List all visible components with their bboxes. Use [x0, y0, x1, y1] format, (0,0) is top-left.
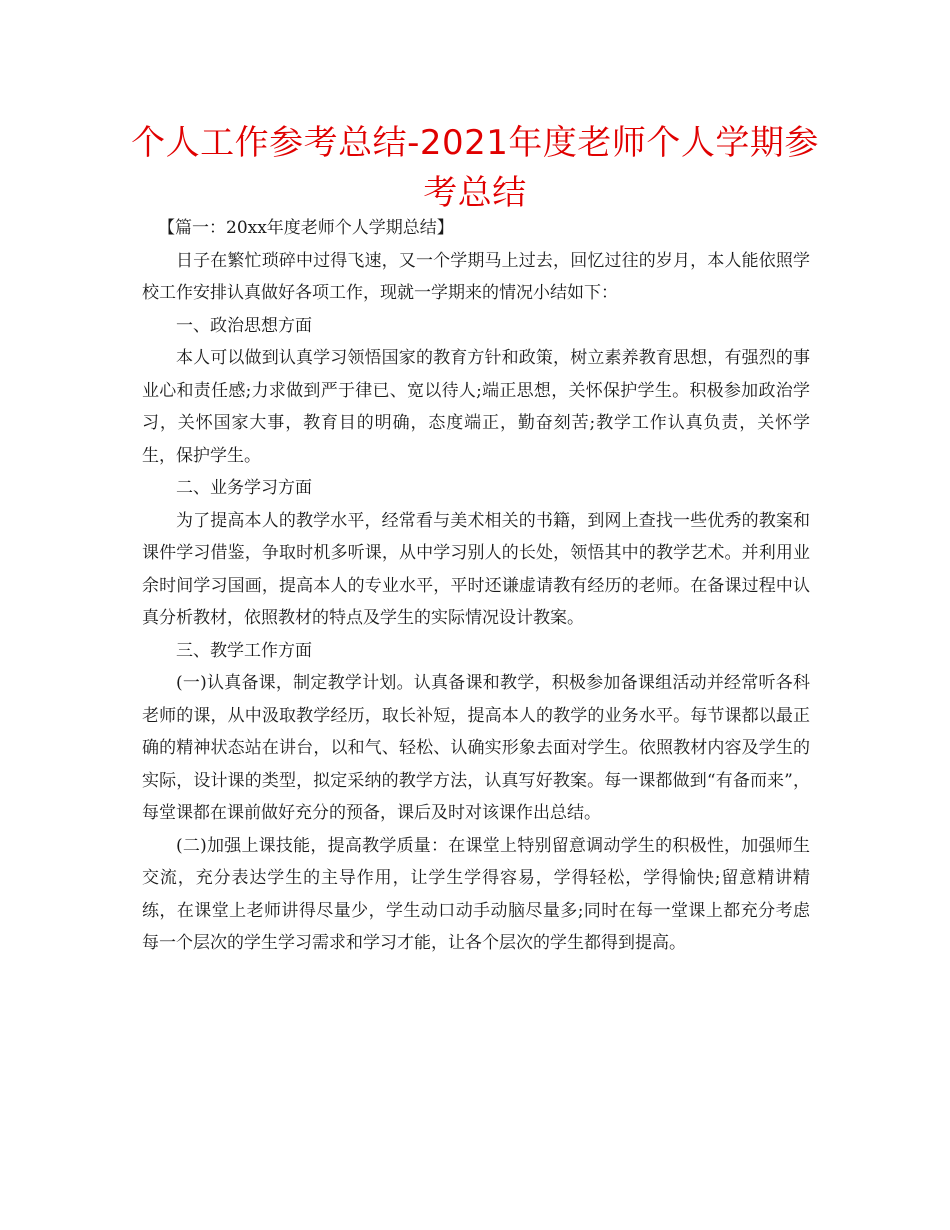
- section-heading-teaching: 三、教学工作方面: [176, 640, 312, 661]
- document-body: [142, 212, 810, 960]
- section-heading-study: 二、业务学习方面: [176, 478, 312, 498]
- section-heading-politics: 一、政治思想方面: [176, 315, 312, 336]
- document-title: 个人工作参考总结-2021年度老师个人学期参考总结: [131, 123, 819, 213]
- section-paragraph-study: 为了提高本人的教学水平，经常看与美术相关的书籍，到网上查找一些优秀的教案和课件学习借鉴，争取时机多听课，从中学习别人的长处，领悟其中的教学艺术。并利用业余时间学习国画，提高本人的专业水平，平时还谦虚请教有经历的老师。在备课过程中认真分析教材，依照教材的特点及学生的实际情况设计教案。: [142, 510, 810, 628]
- section-paragraph-politics: 本人可以做到认真学习领悟国家的教育方针和政策，树立素养教育思想，有强烈的事业心和责任感;力求做到严于律已、宽以待人;端正思想，关怀保护学生。积极参加政治学习，关怀国家大事，教育目的明确，态度端正，勤奋刻苦;教学工作认真负责，关怀学生，保护学生。: [142, 348, 810, 466]
- intro-paragraph: 日子在繁忙琐碎中过得飞速，又一个学期马上过去，回忆过往的岁月，本人能依照学校工作安排认真做好各项工作，现就一学期来的情况小结如下：: [142, 250, 810, 303]
- section-paragraph-lesson-prep: (一)认真备课，制定教学计划。认真备课和教学，积极参加备课组活动并经常听各科老师的课，从中汲取教学经历，取长补短，提高本人的教学的业务水平。每节课都以最正确的精神状态站在讲台，以和气、轻松、认确实形象去面对学生。依照教材内容及学生的实际，设计课的类型，拟定采纳的教学方法，认真写好教案。每一课都做到“有备而来”，每堂课都在课前做好充分的预备，课后及时对该课作出总结。: [142, 673, 810, 823]
- series-label: 【篇一：20xx年度老师个人学期总结】: [158, 218, 454, 238]
- section-paragraph-classroom-skills: (二)加强上课技能，提高教学质量：在课堂上特别留意调动学生的积极性，加强师生交流，充分表达学生的主导作用，让学生学得容易，学得轻松，学得愉快;留意精讲精练，在课堂上老师讲得尽量少，学生动口动手动脑尽量多;同时在每一堂课上都充分考虑每一个层次的学生学习需求和学习才能，让各个层次的学生都得到提高。: [142, 835, 810, 953]
